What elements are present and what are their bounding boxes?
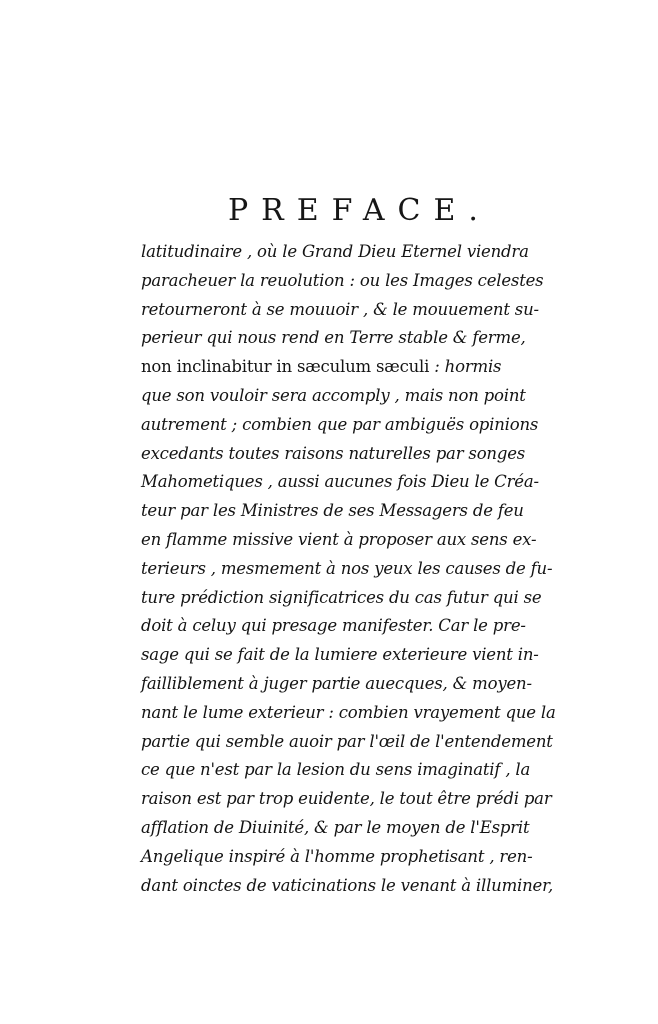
latin-quotation: non inclinabitur in sæculum sæculi: [141, 357, 430, 377]
text-line: Mahometiques , aussi aucunes fois Dieu le Créa-: [141, 472, 539, 492]
text-line: nant le lume exterieur : combien vrayement que la: [141, 702, 556, 722]
text-line: partie qui semble auoir par l'œil de l'entendement: [141, 731, 553, 751]
text-line-mixed: [141, 353, 541, 382]
text-line: sage qui se fait de la lumiere exterieure vient in-: [141, 645, 539, 665]
text-line: latitudinaire , où le Grand Dieu Eternel viendra: [141, 242, 529, 261]
text-line: Angelique inspiré à l'homme prophetisant , ren-: [141, 846, 533, 866]
text-line: ture prédiction significatrices du cas futur qui se: [141, 587, 542, 607]
text-line: ce que n'est par la lesion du sens imaginatif , la: [141, 760, 531, 780]
text-line: retourneront à se mouuoir , & le mouuement su-: [141, 299, 539, 319]
text-line: autrement ; combien que par ambiguës opinions: [141, 414, 539, 434]
text-line: terieurs , mesmement à nos yeux les causes de fu-: [141, 558, 553, 578]
text-line: failliblement à juger partie auecques, & moyen-: [141, 673, 532, 693]
text-line: que son vouloir sera accomply , mais non point: [141, 385, 526, 405]
text-line: raison est par trop euidente, le tout être prédi par: [141, 789, 552, 809]
running-head: [228, 193, 491, 238]
text-line: dant oinctes de vaticinations le venant à illuminer,: [141, 875, 554, 895]
body-text: [141, 238, 556, 900]
text-line: doit à celuy qui presage manifester. Car le pre-: [141, 616, 526, 636]
text-line: paracheuer la reuolution : ou les Images celestes: [141, 270, 544, 290]
text-line: excedants toutes raisons naturelles par songes: [141, 443, 526, 463]
text-line-tail: : hormis: [429, 357, 502, 377]
text-line: afflation de Diuinité, & par le moyen de l'Esprit: [141, 817, 530, 837]
text-line: teur par les Ministres de ses Messagers de feu: [141, 501, 524, 521]
text-line: perieur qui nous rend en Terre stable & ferme,: [141, 328, 526, 348]
running-head-text: PREFACE.: [228, 193, 491, 228]
text-line: en flamme missive vient à proposer aux sens ex-: [141, 529, 537, 549]
